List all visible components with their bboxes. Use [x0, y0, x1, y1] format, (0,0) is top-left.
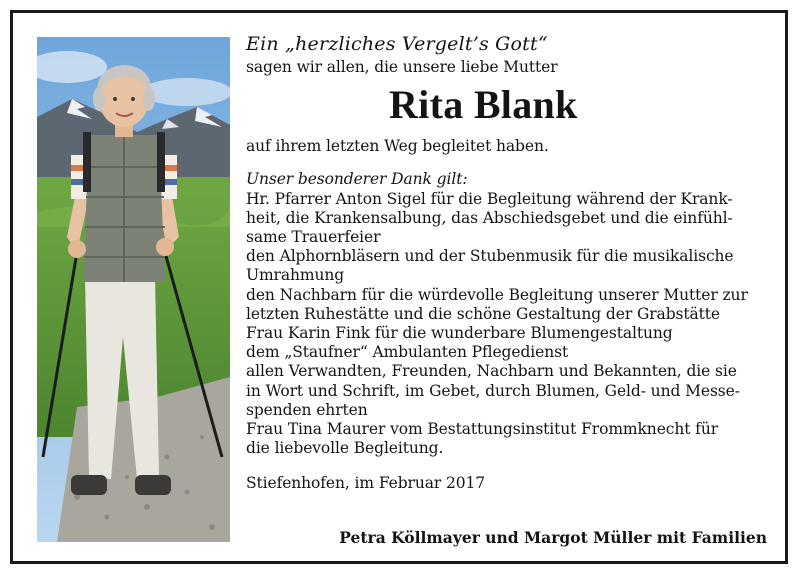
- thanks-line: den Alphornbläsern und der Stubenmusik für die musikalische: [246, 247, 734, 266]
- thanks-line: Umrahmung: [246, 266, 345, 285]
- thanks-line: Frau Karin Fink für die wunderbare Blumengestaltung: [246, 324, 673, 343]
- intro-line-2: sagen wir allen, die unsere liebe Mutter: [246, 58, 558, 76]
- thanks-line: die liebevolle Begleitung.: [246, 439, 444, 458]
- notice-text: [246, 31, 768, 494]
- thanks-line: same Trauerfeier: [246, 228, 381, 247]
- thanks-line: den Nachbarn für die würdevolle Begleitung unserer Mutter zur: [246, 285, 748, 304]
- thanks-line: letzten Ruhestätte und die schöne Gestaltung der Grabstätte: [246, 304, 720, 323]
- place-date: Stiefenhofen, im Februar 2017: [246, 474, 486, 493]
- intro-line-3: auf ihrem letzten Weg begleitet haben.: [246, 137, 549, 156]
- portrait-photo: [37, 37, 230, 542]
- obituary-notice: [10, 10, 788, 564]
- intro-line-1: Ein „herzliches Vergelt’s Gott“: [246, 33, 548, 55]
- thanks-line: dem „Staufner“ Ambulanten Pflegedienst: [246, 343, 569, 362]
- thanks-line: heit, die Krankensalbung, das Abschiedsgebet und die einfühl-: [246, 208, 733, 227]
- thanks-line: Hr. Pfarrer Anton Sigel für die Begleitung während der Krank-: [246, 189, 733, 208]
- thanks-line: allen Verwandten, Freunden, Nachbarn und Bekannten, die sie: [246, 362, 737, 381]
- thanks-line: in Wort und Schrift, im Gebet, durch Blumen, Geld- und Messe-: [246, 381, 740, 400]
- thanks-line: Frau Tina Maurer vom Bestattungsinstitut Frommknecht für: [246, 420, 719, 439]
- signature: Petra Köllmayer und Margot Müller mit Familien: [339, 528, 767, 547]
- thanks-heading: Unser besonderer Dank gilt:: [246, 170, 468, 189]
- thanks-line: spenden ehrten: [246, 400, 368, 419]
- deceased-name: Rita Blank: [389, 82, 578, 128]
